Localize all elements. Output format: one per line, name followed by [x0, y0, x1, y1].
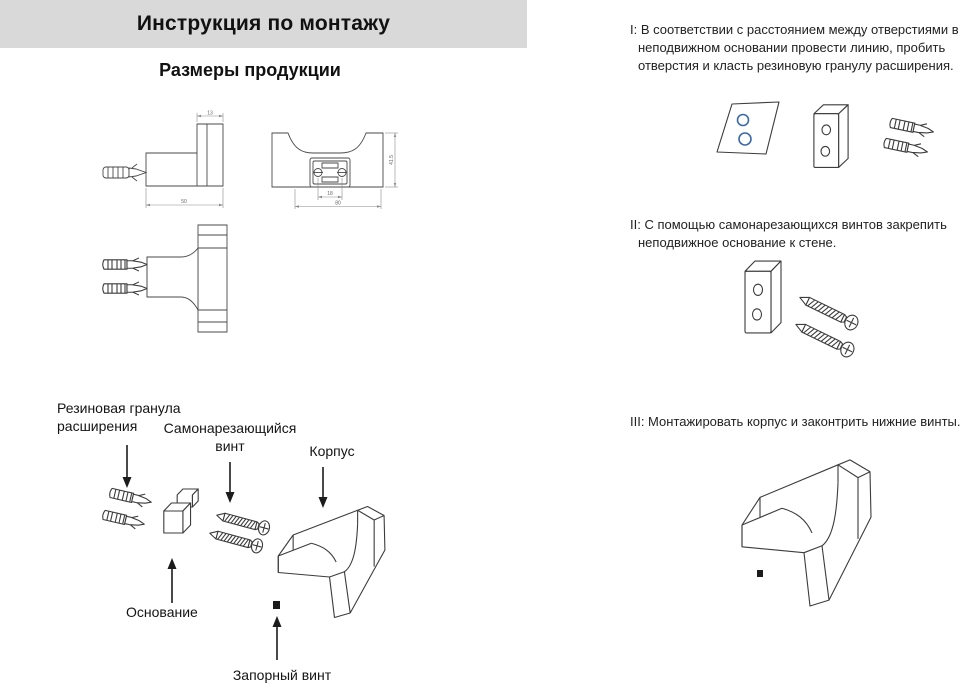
lock-screw-icon [757, 570, 763, 577]
step-1-illustration [700, 95, 962, 200]
step-3-illustration [728, 446, 883, 614]
wall-anchor-icon [889, 116, 935, 138]
dim-width [295, 189, 381, 209]
drawing-side-view [92, 108, 242, 220]
drawing-top-view [93, 223, 268, 348]
base-plate-icon [745, 261, 781, 333]
step-2-text: II: С помощью самонарезающихся винтов закрепить неподвижное основание к стене. [630, 217, 947, 250]
arrow-down-icon [226, 462, 235, 503]
wall-anchor-icon [108, 486, 152, 508]
arrow-down-icon [123, 445, 132, 488]
wall-anchor-icon [103, 282, 147, 295]
label-base: Основание [126, 604, 198, 620]
wall-anchor-icon [103, 164, 146, 181]
mounting-plate-detail [310, 158, 350, 187]
step-3-text: III: Монтажировать корпус и законтрить нижние винты. [630, 414, 961, 429]
hook-body-icon [278, 507, 385, 618]
label-body: Корпус [309, 443, 355, 459]
arrow-up-icon [273, 616, 282, 660]
wall-anchor-icon [103, 258, 147, 271]
section-title: Размеры продукции [159, 60, 341, 80]
base-plate-icon [814, 105, 848, 168]
svg-text:13: 13 [207, 110, 213, 117]
svg-text:80: 80 [335, 200, 341, 207]
dim-tip-width [197, 111, 223, 123]
exploded-diagram [40, 435, 400, 690]
lock-screw-icon [273, 601, 280, 609]
drawing-front-view [268, 108, 418, 220]
hook-side-profile [146, 124, 223, 186]
wall-anchor-icon [883, 136, 929, 158]
screw-icon [208, 526, 264, 554]
screw-icon [215, 508, 271, 536]
label-rubber-anchor: Резиновая гранула расширения [57, 400, 181, 434]
wall-hole-template-icon [717, 102, 779, 154]
page-title: Инструкция по монтажу [136, 12, 391, 35]
arrow-down-icon [319, 467, 328, 508]
svg-text:41.5: 41.5 [389, 155, 395, 165]
label-lock-screw: Запорный винт [232, 667, 332, 683]
page-title-bar [0, 0, 527, 48]
wall-anchor-icon [101, 508, 145, 530]
step-1-text: I: В соответствии с расстоянием между отверстиями в неподвижном основании провести линию, пробить отверстия и класть резиновую гранулу расширения. [630, 22, 959, 73]
base-icon [164, 489, 198, 533]
label-self-tapping-screw: Самонарезающийся винт [163, 420, 297, 454]
svg-text:50: 50 [181, 199, 187, 205]
hook-body-icon [742, 460, 871, 606]
dim-height [385, 133, 398, 187]
arrow-up-icon [168, 558, 177, 603]
step-2-illustration [735, 255, 945, 375]
dim-length [146, 188, 223, 208]
svg-text:18: 18 [327, 191, 333, 197]
hook-top-profile [198, 225, 227, 332]
